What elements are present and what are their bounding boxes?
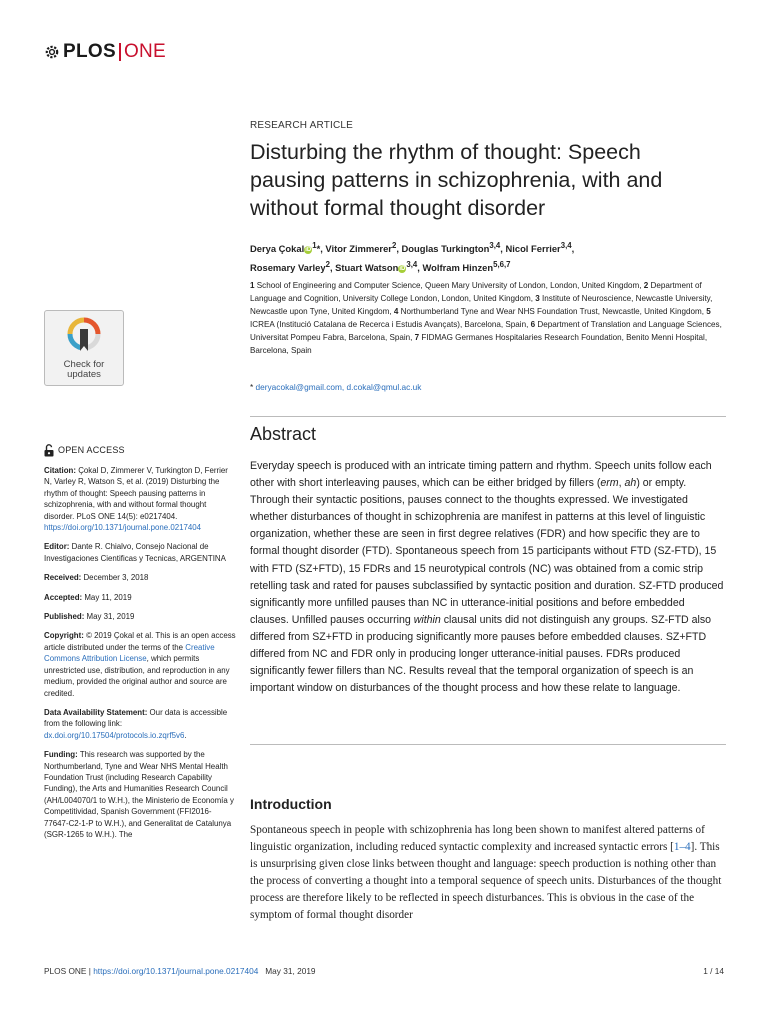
affil-text: Northumberland Tyne and Wear NHS Foundation Trust, Newcastle, United Kingdom, — [398, 306, 707, 316]
author-affil-sup: 2 — [391, 241, 397, 250]
published-label: Published: — [44, 612, 85, 622]
author-affil-sup: 3,4 — [489, 241, 501, 250]
published-block — [44, 611, 236, 622]
orcid-icon[interactable]: iD — [399, 265, 406, 272]
copyright-text: © 2019 Çokal et al. This is an open access article distributed under the terms of the — [44, 631, 236, 652]
affil-number: 7 — [414, 332, 420, 342]
affil-number: 5 — [706, 306, 711, 316]
editor-block — [44, 541, 236, 564]
author-affil-sup: 2 — [325, 260, 330, 270]
abstract-top-rule — [250, 416, 726, 417]
open-access-label — [44, 444, 236, 457]
copyright-block — [44, 630, 236, 698]
intro-part: Spontaneous speech in people with schizophrenia has long been shown to manifest altered patterns of linguistic organization, including reduced syntactic complexity and increased syntactic errors [ — [250, 824, 705, 854]
citation-label: Citation: — [44, 466, 76, 475]
accepted-label: Accepted: — [44, 592, 83, 602]
citation-doi-link[interactable]: https://doi.org/10.1371/journal.pone.0217404 — [44, 523, 202, 533]
affil-number: 4 — [393, 306, 399, 316]
data-end: . — [184, 730, 187, 740]
received-block — [44, 572, 236, 583]
article-type: RESEARCH ARTICLE — [250, 120, 354, 131]
data-availability-text: Our data is accessible from the following link: — [44, 707, 228, 729]
left-sidebar — [44, 444, 236, 848]
editor-label: Editor: — [44, 542, 70, 552]
copyright-label: Copyright: — [44, 631, 84, 641]
author-name[interactable]: Rosemary Varley — [250, 262, 326, 274]
page-footer — [44, 966, 724, 976]
citation-text: Çokal D, Zimmerer V, Turkington D, Ferrier N, Varley R, Watson S, et al. (2019) Disturbing the rhythm of thought: Speech pausing patterns in schizophrenia, with and without formal thought disorder. PLoS ONE 14(5): e0217404. — [44, 466, 228, 521]
affil-text: FIDMAG Germanes Hospitalaries Research Foundation, Benito Menni Hospital, Barcelona, Spain — [250, 332, 708, 355]
received-label: Received: — [44, 573, 82, 583]
abstract-part: Everyday speech is produced with an intricate timing pattern and rhythm. Speech units follow each other with short interleaving pauses, which can be either bridged by fillers ( — [250, 460, 712, 490]
affil-number: 2 — [643, 281, 649, 290]
abstract-italic: ah — [624, 477, 637, 490]
badge-line-2: updates — [67, 369, 101, 380]
abstract-heading: Abstract — [250, 424, 317, 444]
affil-number: 1 — [250, 281, 255, 290]
plos-one-logo[interactable] — [44, 40, 166, 64]
email-star: * — [250, 382, 254, 392]
affil-number: 3 — [535, 293, 540, 303]
abstract-italic: erm — [600, 477, 619, 490]
author-name[interactable]: , Douglas Turkington — [396, 243, 490, 255]
license-link[interactable]: Creative Commons Attribution License — [44, 642, 215, 664]
check-for-updates-badge[interactable] — [44, 310, 124, 386]
abstract-italic: within — [413, 613, 441, 626]
email-link[interactable]: deryacokal@gmail.com, d.cokal@qmul.ac.uk — [255, 382, 422, 392]
affil-number: 6 — [530, 319, 536, 329]
footer-date: May 31, 2019 — [265, 966, 316, 976]
article-title: Disturbing the rhythm of thought: Speech pausing patterns in schizophrenia, with and without formal thought disorder — [250, 140, 663, 220]
abstract-part: clausal units did not distinguish any groups. SZ-FTD also differed from SZ+FTD in producing significantly more pauses before embedded clauses. SZ+FTD differed from NC and FDR only in producing longer utterance-initial pauses. FDRs produced significantly fewer fillers than NC. Results reveal that the temporal organization of speech is an important window on disturbances of the thought process and how these relate to language. — [250, 613, 712, 695]
funding-label: Funding: — [44, 750, 78, 760]
footer-journal: PLOS ONE | — [44, 966, 94, 976]
abstract-text — [250, 458, 726, 697]
affil-text: Department of Language and Cognition, University College London, London, United Kingdom, — [250, 281, 702, 303]
introduction-text — [250, 822, 726, 925]
logo-one-text: ONE — [123, 41, 167, 62]
affil-text: Institute of Neuroscience, Newcastle University, Newcastle upon Tyne, United Kingdom, — [250, 293, 713, 316]
data-availability-label: Data Availability Statement: — [44, 707, 148, 717]
abstract-bottom-rule — [250, 744, 726, 745]
corresponding-email — [250, 382, 421, 392]
author-name[interactable]: , Stuart Watson — [329, 262, 399, 274]
author-affil-sup: 5,6,7 — [493, 260, 511, 270]
corresponding-star: * — [316, 243, 321, 255]
affil-text: Department of Translation and Language Sciences, Universitat Pompeu Fabra, Barcelona, Spain, — [250, 319, 722, 342]
author-name[interactable]: , Vitor Zimmerer — [320, 243, 392, 255]
check-for-updates-icon — [67, 317, 101, 355]
author-name[interactable]: Derya Çokal — [250, 243, 305, 255]
funding-text: This research was supported by the Northumberland, Tyne and Wear NHS Mental Health Foundation Trust (including Research Capability Funding), the Arts and Humanities Research Council (AH/L004070/1 to W.H.), the Ministerio de Economía y Competitividad, Spanish Government (FFI2016-77647-C2-1-P to W.H.), and Generalitat de Catalunya (SGR-1265 to W.H.). The — [44, 750, 234, 839]
affil-text: ICREA (Institució Catalana de Recerca i Estudis Avançats), Barcelona, Spain, — [250, 319, 531, 329]
introduction-heading: Introduction — [250, 796, 332, 812]
logo-divider — [119, 43, 121, 61]
author-list: Derya ÇokaliD$^1$*, Vitor Zimmerer$^2$, Douglas Turkington$^{3,4}$, Nicol Ferrier$^{3,4}$, Rosemary Varley$^2$, Stuart WatsoniD$^{3,4}$, Wolfram Hinzen$^{5,6,7}$ — [250, 241, 575, 274]
affiliations — [250, 280, 726, 357]
intro-part: ]. This is unsurprising given close links between thought and language: speech production is nothing other than the process of converting a thought into a temporal sequence of speech units. Disturbances of the thought process are therefore likely to be reflected in speech disturbances. This is obvious in the case of the symptom of formal thought disorder — [250, 841, 722, 922]
published-date: May 31, 2019 — [86, 612, 135, 622]
editor-text: Dante R. Chialvo, Consejo Nacional de Investigaciones Cientificas y Tecnicas, ARGENTINA — [44, 542, 226, 563]
data-availability-block — [44, 707, 236, 741]
author-name[interactable]: , Nicol Ferrier — [500, 243, 561, 255]
received-date: December 3, 2018 — [83, 573, 149, 583]
logo-plos-text: PLOS — [63, 41, 116, 62]
accepted-block — [44, 592, 236, 603]
orcid-icon[interactable]: iD — [305, 246, 312, 253]
funding-block — [44, 749, 236, 840]
page-number: 1 / 14 — [703, 966, 724, 976]
open-access-text: OPEN ACCESS — [58, 444, 125, 455]
citation-block — [44, 465, 236, 533]
badge-line-1: Check for — [63, 359, 105, 370]
reference-link[interactable]: 1–4 — [673, 841, 691, 854]
open-lock-icon — [44, 444, 54, 457]
author-affil-sup: 3,4 — [406, 260, 418, 270]
footer-doi-link[interactable]: https://doi.org/10.1371/journal.pone.0217404 — [93, 966, 259, 976]
author-name[interactable]: , Wolfram Hinzen — [417, 262, 494, 274]
plos-gear-icon — [44, 44, 60, 60]
data-link[interactable]: dx.doi.org/10.17504/protocols.io.zqrf5v6 — [44, 730, 185, 740]
abstract-part: , — [618, 477, 625, 490]
affil-text: School of Engineering and Computer Science, Queen Mary University of London, London, United Kingdom, — [254, 281, 644, 290]
abstract-part: ) or empty. Through their syntactic positions, pauses connect to the thoughts expressed. We investigated whether disturbances of thought in schizophrenia are manifest in patterns at this level of linguistic organization, whether these are seen in first degree relatives (FDR) and how specific they are to formal thought disorder (FTD). Spontaneous speech from 15 participants without FTD (SZ-FTD), 15 with FTD (SZ+FTD), 15 FDRs and 15 neurotypical controls (NC) was obtained from a comic strip retelling task and rated for pauses subclassified by syntactic position and duration. SZ-FTD produced significantly more unfilled pauses than NC in utterance-initial positions and before embedded clauses. Unfilled pauses occurring — [250, 477, 724, 626]
copyright-text-end: , which permits unrestricted use, distribution, and reproduction in any medium, provided the original author and source are credited. — [44, 654, 230, 698]
author-affil-sup: 1 — [312, 241, 317, 250]
accepted-date: May 11, 2019 — [84, 592, 132, 602]
author-affil-sup: 3,4 — [560, 241, 572, 250]
